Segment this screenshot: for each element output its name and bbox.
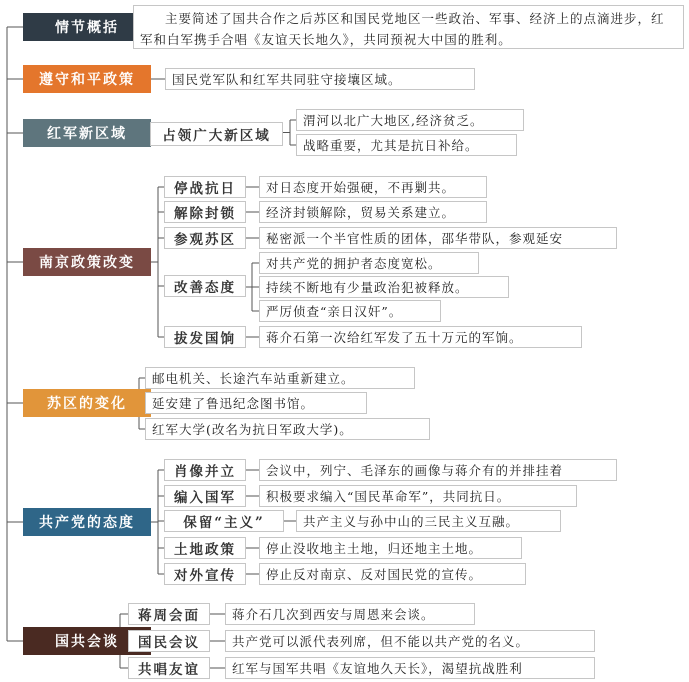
summary-text-box: 主要简述了国共合作之后苏区和国民党地区一些政治、军事、经济上的点滴进步，红军和白军携手合唱《友谊天长地久》，共同预祝大中国的胜利。	[133, 5, 684, 49]
sub-occupy-new-area: 占领广大新区域	[150, 122, 283, 146]
lift-blockade-item: 经济封锁解除，贸易关系建立。	[259, 201, 487, 223]
sub-improve-attitude: 改善态度	[164, 275, 246, 297]
sub-join-national-army: 编入国军	[164, 485, 246, 507]
ceasefire-item: 对日态度开始强硬，不再剿共。	[259, 176, 487, 198]
soviet-change-item: 延安建了鲁迅纪念图书馆。	[145, 392, 367, 414]
new-area-item: 战略重要，尤其是抗日补给。	[296, 134, 517, 156]
sub-ceasefire: 停战抗日	[164, 176, 246, 198]
category-communist-attitude: 共产党的态度	[23, 508, 151, 536]
issue-military-pay-item: 蒋介石第一次给红军发了五十万元的军饷。	[259, 326, 582, 348]
category-kmt-cpc-talks: 国共会谈	[23, 627, 151, 655]
sub-lift-blockade: 解除封锁	[164, 201, 246, 223]
national-assembly-item: 共产党可以派代表列席，但不能以共产党的名义。	[225, 630, 595, 652]
sing-friendship-item: 红军与国军共唱《友谊地久天长》，渴望抗战胜利	[225, 657, 595, 679]
sub-visit-soviet-area: 参观苏区	[164, 227, 246, 249]
sub-retain-ism: 保留“主义”	[164, 510, 284, 532]
category-red-army-new-area: 红军新区域	[23, 119, 151, 147]
improve-attitude-item: 持续不断地有少量政治犯被释放。	[259, 276, 509, 298]
sub-chiang-zhou-meeting: 蒋周会面	[128, 603, 210, 625]
new-area-item: 渭河以北广大地区,经济贫乏。	[296, 109, 524, 131]
category-soviet-area-changes: 苏区的变化	[23, 389, 151, 417]
propaganda-item: 停止反对南京、反对国民党的宣传。	[259, 563, 526, 585]
sub-external-propaganda: 对外宣传	[164, 563, 246, 585]
category-peace-policy: 遵守和平政策	[23, 65, 151, 93]
soviet-change-item: 邮电机关、长途汽车站重新建立。	[145, 367, 415, 389]
portraits-item: 会议中，列宁、毛泽东的画像与蒋介有的并排挂着	[259, 459, 617, 481]
peace-policy-item: 国民党军队和红军共同驻守接壤区域。	[165, 68, 475, 90]
land-policy-item: 停止没收地主土地，归还地主土地。	[259, 537, 522, 559]
sub-portraits-side-by-side: 肖像并立	[164, 459, 246, 481]
improve-attitude-item: 严厉侦查“亲日汉奸”。	[259, 300, 441, 322]
sub-national-assembly: 国民会议	[128, 630, 210, 652]
improve-attitude-item: 对共产党的拥护者态度宽松。	[259, 252, 479, 274]
sub-sing-friendship: 共唱友谊	[128, 657, 210, 679]
sub-issue-military-pay: 拔发国饷	[164, 326, 246, 348]
sub-land-policy: 土地政策	[164, 537, 246, 559]
chiang-zhou-item: 蒋介石几次到西安与周恩来会谈。	[225, 603, 475, 625]
retain-ism-item: 共产主义与孙中山的三民主义互融。	[296, 510, 561, 532]
category-plot-summary: 情节概括	[23, 13, 151, 41]
soviet-change-item: 红军大学(改名为抗日军政大学)。	[145, 418, 430, 440]
category-nanjing-policy-change: 南京政策改变	[23, 248, 151, 276]
join-army-item: 积极要求编入“国民革命军”，共同抗日。	[259, 485, 577, 507]
visit-soviet-area-item: 秘密派一个半官性质的团体，邵华带队，参观延安	[259, 227, 617, 249]
